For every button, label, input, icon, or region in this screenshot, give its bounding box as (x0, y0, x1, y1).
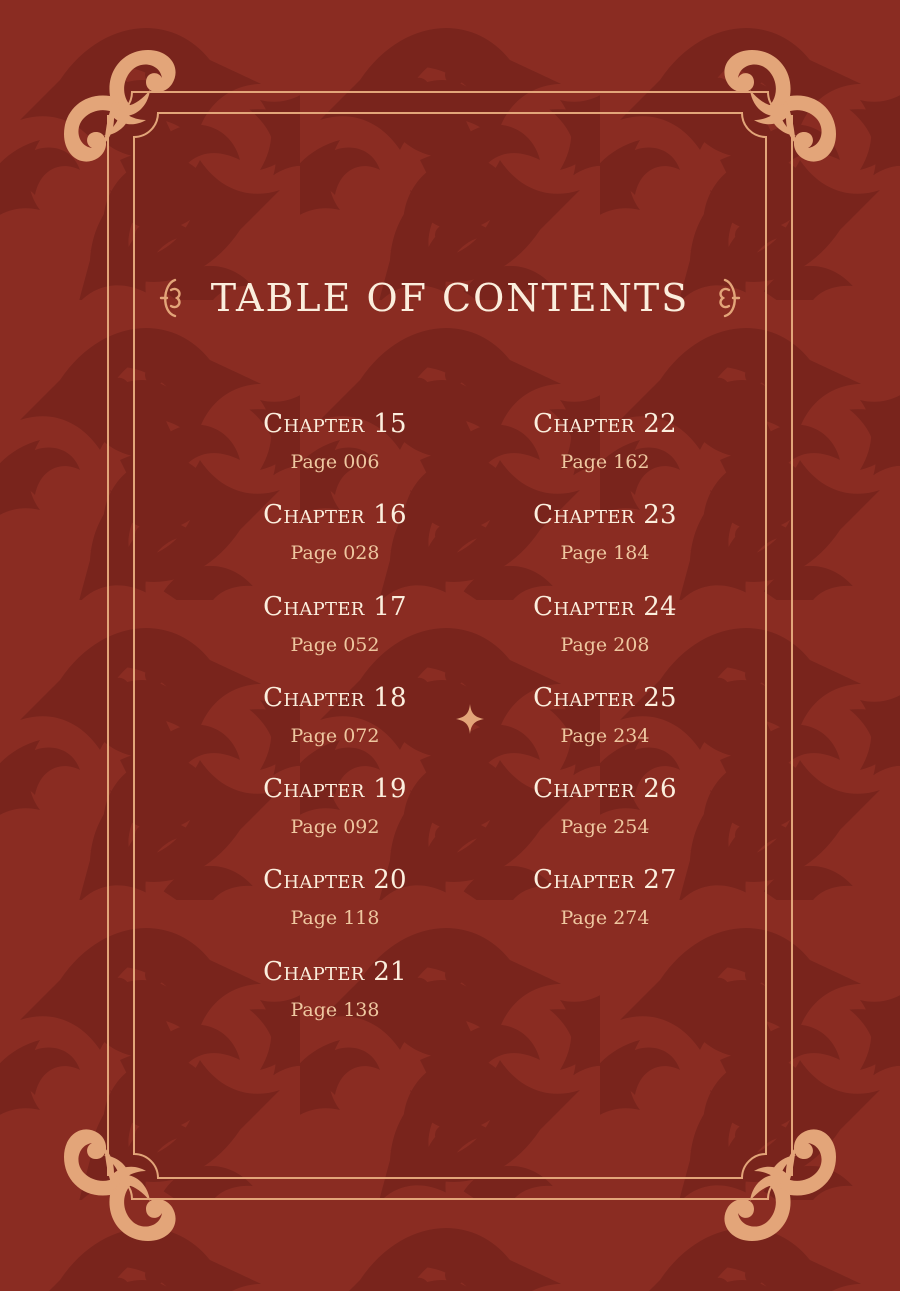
page-number: Page 162 (560, 451, 650, 473)
page-number: Page 028 (290, 542, 380, 565)
page-number: Page 184 (560, 542, 650, 565)
chapter-title: Chapter 16 (263, 500, 407, 531)
toc-entry[interactable] (475, 858, 735, 949)
toc-entry[interactable] (205, 858, 465, 949)
toc-entry[interactable] (475, 676, 735, 767)
page-number: Page 208 (560, 633, 650, 656)
chapter-title: Chapter 24 (533, 591, 677, 622)
page-number: Page 006 (290, 451, 380, 473)
chapter-title: Chapter 19 (263, 774, 407, 805)
page-number: Page 092 (290, 816, 380, 839)
page-number: Page 274 (560, 907, 650, 930)
toc-column-right (475, 402, 735, 950)
chapter-title: Chapter 15 (263, 409, 407, 439)
toc-entry[interactable] (475, 493, 735, 584)
chapter-title: Chapter 25 (533, 682, 677, 713)
scroll-ornament-icon (157, 276, 185, 320)
chapter-title: Chapter 26 (533, 774, 677, 805)
toc-entry[interactable] (205, 767, 465, 858)
corner-flourish-top-right (724, 50, 836, 162)
toc-entry[interactable] (205, 676, 465, 767)
toc-entry[interactable] (205, 493, 465, 584)
corner-flourish-top-left (64, 50, 176, 162)
toc-entry[interactable] (475, 585, 735, 676)
page-number: Page 138 (290, 998, 380, 1021)
page-number: Page 234 (560, 724, 650, 747)
corner-flourish-bottom-right (724, 1129, 836, 1241)
toc-entry[interactable] (205, 402, 465, 493)
title-row (0, 270, 900, 326)
toc-entry[interactable] (475, 402, 735, 493)
toc-entry[interactable] (205, 585, 465, 676)
scroll-ornament-icon (715, 276, 743, 320)
toc-entry[interactable] (475, 767, 735, 858)
chapter-title: Chapter 27 (533, 865, 677, 896)
chapter-title: Chapter 17 (263, 591, 407, 622)
toc-entry[interactable] (205, 950, 465, 1041)
corner-flourish-bottom-left (64, 1129, 176, 1241)
page-title: TABLE OF CONTENTS (210, 276, 690, 320)
chapter-title: Chapter 21 (263, 956, 407, 987)
page-number: Page 118 (290, 907, 380, 930)
page-number: Page 072 (290, 724, 380, 747)
page-number: Page 052 (290, 633, 380, 656)
chapter-title: Chapter 20 (263, 865, 407, 896)
chapter-title: Chapter 18 (263, 682, 407, 713)
toc-column-left (205, 402, 465, 1041)
page-number: Page 254 (560, 816, 650, 839)
chapter-title: Chapter 23 (533, 500, 677, 531)
chapter-title: Chapter 22 (533, 409, 677, 439)
